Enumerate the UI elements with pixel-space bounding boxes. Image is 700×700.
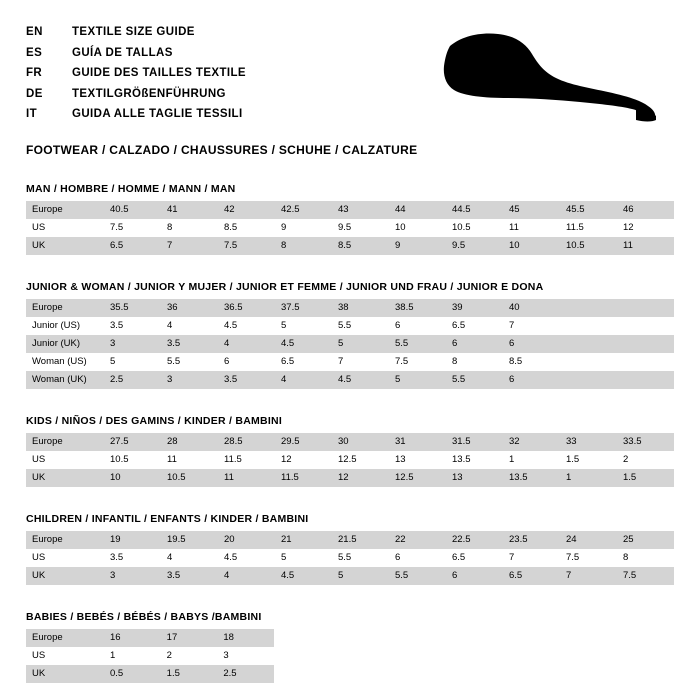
table-cell: 3 bbox=[104, 335, 161, 353]
page-header bbox=[26, 22, 674, 157]
table-row bbox=[26, 549, 674, 567]
table-cell: 9.5 bbox=[332, 219, 389, 237]
table-cell: 10.5 bbox=[161, 469, 218, 487]
table-cell: 45 bbox=[503, 201, 560, 219]
table-row bbox=[26, 531, 674, 549]
table-cell: 3 bbox=[217, 647, 274, 665]
table-cell: 5.5 bbox=[389, 335, 446, 353]
table-cell: 2 bbox=[617, 451, 674, 469]
table-cell: 43 bbox=[332, 201, 389, 219]
table-cell: 4.5 bbox=[275, 567, 332, 585]
language-row bbox=[26, 63, 356, 84]
table-cell: 8.5 bbox=[332, 237, 389, 255]
table-cell: 5.5 bbox=[161, 353, 218, 371]
size-table bbox=[26, 531, 674, 585]
table-cell: 21.5 bbox=[332, 531, 389, 549]
table-cell: 2.5 bbox=[104, 371, 161, 389]
table-cell: 8 bbox=[617, 549, 674, 567]
table-row bbox=[26, 567, 674, 585]
table-cell: 40 bbox=[503, 299, 560, 317]
row-label: UK bbox=[26, 665, 104, 683]
table-cell: 31.5 bbox=[446, 433, 503, 451]
table-cell: 4 bbox=[275, 371, 332, 389]
table-cell: 4 bbox=[218, 567, 275, 585]
table-cell: 32 bbox=[503, 433, 560, 451]
table-cell: 5.5 bbox=[332, 549, 389, 567]
table-cell: 39 bbox=[446, 299, 503, 317]
dress-shoe-icon bbox=[440, 28, 670, 128]
table-cell: 3.5 bbox=[218, 371, 275, 389]
language-code: DE bbox=[26, 87, 43, 100]
table-cell: 10 bbox=[503, 237, 560, 255]
language-code: ES bbox=[26, 46, 43, 59]
table-row bbox=[26, 317, 674, 335]
table-cell: 8 bbox=[275, 237, 332, 255]
row-label: Europe bbox=[26, 201, 104, 219]
row-label: Europe bbox=[26, 299, 104, 317]
table-cell: 37.5 bbox=[275, 299, 332, 317]
table-row bbox=[26, 353, 674, 371]
table-cell: 10.5 bbox=[560, 237, 617, 255]
table-row bbox=[26, 335, 674, 353]
table-cell: 6 bbox=[503, 335, 560, 353]
table-cell: 1.5 bbox=[617, 469, 674, 487]
table-cell: 6.5 bbox=[275, 353, 332, 371]
table-cell: 5.5 bbox=[389, 567, 446, 585]
table-cell: 13.5 bbox=[503, 469, 560, 487]
size-table-block-kids bbox=[26, 415, 674, 487]
row-label: US bbox=[26, 647, 104, 665]
table-cell: 6.5 bbox=[104, 237, 161, 255]
size-table-block-man bbox=[26, 183, 674, 255]
row-label: Woman (UK) bbox=[26, 371, 104, 389]
table-row bbox=[26, 647, 274, 665]
table-cell: 11 bbox=[161, 451, 218, 469]
row-label: Woman (US) bbox=[26, 353, 104, 371]
table-cell: 7 bbox=[503, 317, 560, 335]
table-cell: 22.5 bbox=[446, 531, 503, 549]
language-row bbox=[26, 22, 356, 43]
table-cell: 19 bbox=[104, 531, 161, 549]
table-cell: 1 bbox=[560, 469, 617, 487]
table-cell: 5 bbox=[275, 549, 332, 567]
table-cell: 20 bbox=[218, 531, 275, 549]
row-label: US bbox=[26, 451, 104, 469]
table-cell: 3 bbox=[161, 371, 218, 389]
table-cell: 44 bbox=[389, 201, 446, 219]
table-title: MAN / HOMBRE / HOMME / MANN / MAN bbox=[26, 182, 236, 195]
table-cell: 9 bbox=[389, 237, 446, 255]
language-row bbox=[26, 43, 356, 64]
table-row bbox=[26, 665, 274, 683]
table-cell: 12 bbox=[332, 469, 389, 487]
table-cell: 7.5 bbox=[617, 567, 674, 585]
table-cell: 45.5 bbox=[560, 201, 617, 219]
table-cell: 6 bbox=[218, 353, 275, 371]
table-cell: 7.5 bbox=[560, 549, 617, 567]
table-cell: 11.5 bbox=[218, 451, 275, 469]
row-label: Europe bbox=[26, 531, 104, 549]
table-cell: 6.5 bbox=[446, 317, 503, 335]
row-label: UK bbox=[26, 567, 104, 585]
table-cell: 24 bbox=[560, 531, 617, 549]
table-cell: 5 bbox=[104, 353, 161, 371]
table-cell: 23.5 bbox=[503, 531, 560, 549]
table-cell: 3.5 bbox=[104, 317, 161, 335]
size-table bbox=[26, 201, 674, 255]
size-table bbox=[26, 629, 274, 683]
table-cell: 44.5 bbox=[446, 201, 503, 219]
table-cell: 28.5 bbox=[218, 433, 275, 451]
table-cell: 7 bbox=[161, 237, 218, 255]
table-cell: 11.5 bbox=[275, 469, 332, 487]
language-code: FR bbox=[26, 67, 43, 79]
table-cell: 12.5 bbox=[389, 469, 446, 487]
table-cell: 10 bbox=[389, 219, 446, 237]
table-cell: 12 bbox=[617, 219, 674, 237]
table-cell: 9 bbox=[275, 219, 332, 237]
table-cell: 33.5 bbox=[617, 433, 674, 451]
table-title: CHILDREN / INFANTIL / ENFANTS / KINDER / BAMBINI bbox=[26, 512, 309, 525]
table-cell: 0.5 bbox=[104, 665, 161, 683]
table-cell: 35.5 bbox=[104, 299, 161, 317]
category-title: FOOTWEAR / CALZADO / CHAUSSURES / SCHUHE / CALZATURE bbox=[26, 142, 418, 157]
table-cell: 10 bbox=[104, 469, 161, 487]
table-cell: 4.5 bbox=[218, 549, 275, 567]
table-cell: 9.5 bbox=[446, 237, 503, 255]
table-cell: 7.5 bbox=[218, 237, 275, 255]
table-cell: 7 bbox=[560, 567, 617, 585]
table-cell: 27.5 bbox=[104, 433, 161, 451]
table-cell: 38.5 bbox=[389, 299, 446, 317]
table-cell: 13 bbox=[446, 469, 503, 487]
table-cell: 42 bbox=[218, 201, 275, 219]
table-row bbox=[26, 451, 674, 469]
table-cell: 8.5 bbox=[503, 353, 560, 371]
table-cell: 5.5 bbox=[446, 371, 503, 389]
row-label: Europe bbox=[26, 433, 104, 451]
table-cell: 36.5 bbox=[218, 299, 275, 317]
table-cell: 16 bbox=[104, 629, 161, 647]
row-label: US bbox=[26, 549, 104, 567]
row-label: Junior (UK) bbox=[26, 335, 104, 353]
table-cell: 11 bbox=[503, 219, 560, 237]
table-cell: 6 bbox=[446, 567, 503, 585]
table-cell: 13 bbox=[389, 451, 446, 469]
size-table-block-children bbox=[26, 513, 674, 585]
table-cell: 18 bbox=[217, 629, 274, 647]
table-cell: 3 bbox=[104, 567, 161, 585]
table-cell: 1 bbox=[503, 451, 560, 469]
table-cell: 7 bbox=[503, 549, 560, 567]
table-cell: 11.5 bbox=[560, 219, 617, 237]
row-label: US bbox=[26, 219, 104, 237]
table-cell: 10.5 bbox=[104, 451, 161, 469]
table-row bbox=[26, 299, 674, 317]
table-title: KIDS / NIÑOS / DES GAMINS / KINDER / BAMBINI bbox=[26, 414, 283, 427]
table-cell: 1.5 bbox=[560, 451, 617, 469]
table-cell: 6 bbox=[503, 371, 560, 389]
table-cell: 12 bbox=[275, 451, 332, 469]
table-row bbox=[26, 201, 674, 219]
table-row bbox=[26, 237, 674, 255]
table-cell: 11 bbox=[218, 469, 275, 487]
table-cell: 5 bbox=[332, 335, 389, 353]
table-cell: 3.5 bbox=[161, 567, 218, 585]
table-cell: 5.5 bbox=[332, 317, 389, 335]
table-cell: 41 bbox=[161, 201, 218, 219]
table-cell: 3.5 bbox=[161, 335, 218, 353]
table-row bbox=[26, 469, 674, 487]
table-cell: 19.5 bbox=[161, 531, 218, 549]
table-cell: 21 bbox=[275, 531, 332, 549]
table-cell: 4 bbox=[161, 317, 218, 335]
table-cell: 6.5 bbox=[503, 567, 560, 585]
language-code: EN bbox=[26, 26, 43, 38]
table-row bbox=[26, 629, 274, 647]
language-title: GUÍA DE TALLAS bbox=[72, 46, 173, 59]
row-label: Europe bbox=[26, 629, 104, 647]
table-cell: 33 bbox=[560, 433, 617, 451]
table-cell: 4 bbox=[161, 549, 218, 567]
language-title: TEXTILGRÖßENFÜHRUNG bbox=[72, 87, 226, 100]
table-cell: 10.5 bbox=[446, 219, 503, 237]
table-cell: 6 bbox=[446, 335, 503, 353]
table-cell: 28 bbox=[161, 433, 218, 451]
table-cell: 6 bbox=[389, 549, 446, 567]
size-table bbox=[26, 299, 674, 389]
table-cell: 7.5 bbox=[104, 219, 161, 237]
table-cell: 40.5 bbox=[104, 201, 161, 219]
language-title-list bbox=[26, 22, 356, 125]
table-row bbox=[26, 371, 674, 389]
table-cell: 6 bbox=[389, 317, 446, 335]
size-table bbox=[26, 433, 674, 487]
table-cell: 38 bbox=[332, 299, 389, 317]
table-cell: 6.5 bbox=[446, 549, 503, 567]
table-cell: 1.5 bbox=[161, 665, 218, 683]
row-label: Junior (US) bbox=[26, 317, 104, 335]
row-label: UK bbox=[26, 469, 104, 487]
table-cell: 2.5 bbox=[217, 665, 274, 683]
size-table-block-babies bbox=[26, 611, 674, 683]
table-cell: 13.5 bbox=[446, 451, 503, 469]
table-cell: 31 bbox=[389, 433, 446, 451]
table-cell: 17 bbox=[161, 629, 218, 647]
table-cell: 4.5 bbox=[332, 371, 389, 389]
language-row bbox=[26, 84, 356, 105]
table-cell: 3.5 bbox=[104, 549, 161, 567]
table-cell: 7 bbox=[332, 353, 389, 371]
language-row bbox=[26, 104, 356, 125]
language-title: GUIDE DES TAILLES TEXTILE bbox=[72, 67, 246, 79]
table-cell: 46 bbox=[617, 201, 674, 219]
table-title: BABIES / BEBÉS / BÉBÉS / BABYS /BAMBINI bbox=[26, 610, 262, 623]
row-label: UK bbox=[26, 237, 104, 255]
table-cell: 2 bbox=[161, 647, 218, 665]
table-cell: 5 bbox=[389, 371, 446, 389]
table-cell: 36 bbox=[161, 299, 218, 317]
table-cell: 1 bbox=[104, 647, 161, 665]
language-title: TEXTILE SIZE GUIDE bbox=[72, 26, 195, 38]
table-row bbox=[26, 433, 674, 451]
table-cell: 29.5 bbox=[275, 433, 332, 451]
table-cell: 7.5 bbox=[389, 353, 446, 371]
table-cell: 4.5 bbox=[218, 317, 275, 335]
language-code: IT bbox=[26, 108, 38, 120]
table-cell: 4 bbox=[218, 335, 275, 353]
table-title: JUNIOR & WOMAN / JUNIOR Y MUJER / JUNIOR ET FEMME / JUNIOR UND FRAU / JUNIOR E DONA bbox=[26, 280, 544, 293]
table-cell: 30 bbox=[332, 433, 389, 451]
table-cell: 11 bbox=[617, 237, 674, 255]
table-cell: 8.5 bbox=[218, 219, 275, 237]
table-cell: 5 bbox=[275, 317, 332, 335]
table-cell: 8 bbox=[446, 353, 503, 371]
table-row bbox=[26, 219, 674, 237]
table-cell: 4.5 bbox=[275, 335, 332, 353]
language-title: GUIDA ALLE TAGLIE TESSILI bbox=[72, 108, 243, 120]
table-cell: 25 bbox=[617, 531, 674, 549]
table-cell: 22 bbox=[389, 531, 446, 549]
table-cell: 8 bbox=[161, 219, 218, 237]
size-table-block-junior-woman bbox=[26, 281, 674, 389]
table-cell: 42.5 bbox=[275, 201, 332, 219]
table-cell: 12.5 bbox=[332, 451, 389, 469]
table-cell: 5 bbox=[332, 567, 389, 585]
